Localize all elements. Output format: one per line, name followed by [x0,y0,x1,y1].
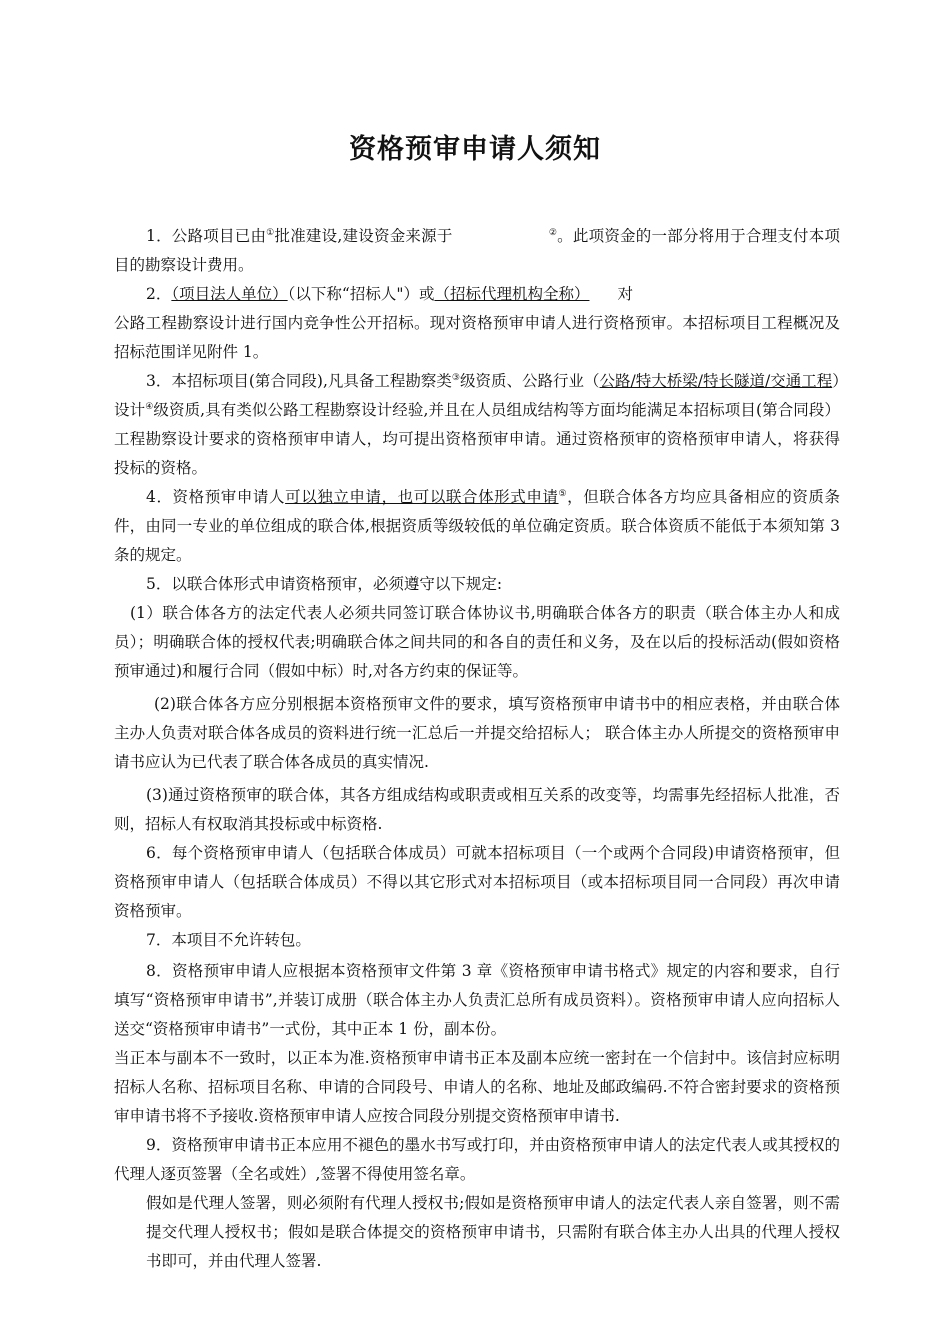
footnote-mark-5: ⑤ [558,489,568,499]
paragraph-5-2: (2)联合体各方应分别根据本资格预审文件的要求，填写资格预审申请书中的相应表格，并由联合体主办人负责对联合体各成员的资料进行统一汇总后一并提交给招标人； 联合体主办人所提交的资格预审申请书应认为已代表了联合体各成员的真实情况. [114,695,840,771]
project-legal-entity-field: （项目法人单位） [171,285,288,303]
p3-text-a: 3．本招标项目(第合同段),凡具备工程勘察类 [146,372,452,390]
p4-text-b: ，但联合体各方均应具备相应的资质条件，由同一专业的单位组成的联合体,根据资质等级较低的单位确定资质。联合体资质不能低于本须知第 3 条的规定。 [114,488,840,564]
p3-text-b: 级资质、公路行业（ [460,372,600,390]
page-title: 资格预审申请人须知 [349,134,601,165]
paragraph-9-continued: 假如是代理人签署，则必须附有代理人授权书;假如是资格预审申请人的法定代表人亲自签署，则不需提交代理人授权书；假如是联合体提交的资格预审申请书，只需附有联合体主办人出具的代理人授权书即可，并由代理人签署. [146,1194,840,1270]
application-mode-field: 可以独立申请，也可以联合体形式申请 [285,488,559,506]
footnote-mark-3: ③ [451,373,460,383]
paragraph-9: 9．资格预审申请书正本应用不褪色的墨水书写或打印，并由资格预审申请人的法定代表人或其授权的代理人逐页签署（全名或姓）,签署不得使用签名章。 [114,1136,840,1183]
paragraph-1 [114,222,840,280]
paragraph-5-1: (1）联合体各方的法定代表人必须共同签订联合体协议书,明确联合体各方的职责（联合体主办人和成员）；明确联合体的授权代表;明确联合体之间共同的和各自的责任和义务，及在以后的投标活动(假如资格预审通过)和履行合同（假如中标）时,对各方约束的保证等。 [114,604,840,680]
footnote-mark-1: ① [266,228,275,238]
paragraph-4 [114,483,840,570]
p2-text-a: 2． [146,285,172,303]
paragraph-5: 5．以联合体形式申请资格预审，必须遵守以下规定: [146,575,503,593]
paragraph-7: 7．本项目不允许转包。 [146,931,311,949]
paragraph-2-continued: 公路工程勘察设计进行国内竞争性公开招标。现对资格预审申请人进行资格预审。本招标项目工程概况及招标范围详见附件 1。 [114,314,840,361]
p2-text-b: （以下称“招标人"）或 [287,285,435,303]
paragraph-2 [114,280,840,309]
p1-text-c: 。此项资金的一部分将用于合理支付本项目的勘察设计费用。 [114,227,840,274]
p1-text-b: 批准建设,建设资金来源于 [274,227,453,245]
footnote-mark-2: ② [548,228,558,238]
industry-category-field: 公路/特大桥梁/特长隧道/交通工程 [599,372,833,390]
paragraph-3 [114,367,840,483]
p3-text-d: 级资质,具有类似公路工程勘察设计经验,并且在人员组成结构等方面均能满足本招标项目(第合同段）工程勘察设计要求的资格预审申请人，均可提出资格预审申请。通过资格预审的资格预审申请人，将获得投标的资格。 [114,401,840,477]
footnote-mark-4: ④ [145,402,154,412]
p2-text-c: 对 [617,285,633,303]
agency-name-field: （招标代理机构全称） [434,285,590,303]
paragraph-8: 8．资格预审申请人应根据本资格预审文件第 3 章《资格预审申请书格式》规定的内容和要求，自行填写“资格预审申请书”,并装订成册（联合体主办人负责汇总所有成员资料）。资格预审申请人应向招标人送交“资格预审申请书”一式份，其中正本 1 份，副本份。 [114,962,840,1038]
p1-text-a: 1．公路项目已由 [146,227,267,245]
p3-text-c: ）设计 [114,372,840,419]
paragraph-6: 6．每个资格预审申请人（包括联合体成员）可就本招标项目（一个或两个合同段)申请资格预审，但资格预审申请人（包括联合体成员）不得以其它形式对本招标项目（或本招标项目同一合同段）再次申请资格预审。 [114,844,840,920]
document-body [114,222,840,1276]
p4-text-a: 4．资格预审申请人 [146,488,286,506]
paragraph-8-continued: 当正本与副本不一致时，以正本为准.资格预审申请书正本及副本应统一密封在一个信封中。该信封应标明招标人名称、招标项目名称、申请的合同段号、申请人的名称、地址及邮政编码.不符合密封要求的资格预审申请书将不予接收.资格预审申请人应按合同段分别提交资格预审申请书. [114,1049,840,1125]
paragraph-5-3: (3)通过资格预审的联合体，其各方组成结构或职责或相互关系的改变等，均需事先经招标人批准，否则，招标人有权取消其投标或中标资格. [114,786,840,833]
